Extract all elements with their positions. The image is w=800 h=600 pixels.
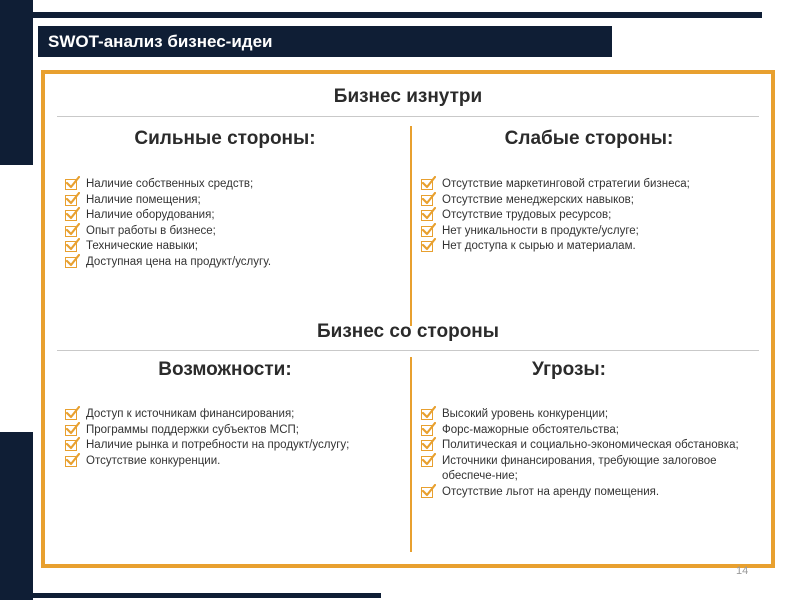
list-item-text: Наличие оборудования; (86, 209, 215, 221)
checkbox-icon (65, 257, 77, 268)
checkbox-icon (421, 210, 433, 221)
list-item-text: Форс-мажорные обстоятельства; (442, 423, 619, 436)
checkbox-icon (421, 226, 433, 237)
checkbox-icon (421, 456, 433, 467)
list-item-text: Опыт работы в бизнесе; (86, 224, 216, 237)
list-item-text: Отсутствие маркетинговой стратегии бизнеса; (442, 178, 690, 190)
left-accent-bar-top (0, 0, 33, 165)
list-item (65, 239, 395, 255)
list-item (421, 239, 751, 255)
list-item (421, 193, 751, 209)
list-item (65, 255, 395, 271)
list-item-text: Политическая и социально-экономическая обстановка; (442, 439, 739, 451)
checkbox-icon (65, 241, 77, 252)
list-item-text: Доступ к источникам финансирования; (86, 408, 295, 420)
inside-heading: Бизнес изнутри (333, 86, 483, 107)
strengths-list (65, 177, 395, 270)
list-item (421, 454, 751, 485)
list-item-text: Источники финансирования, требующие залоговое обеспече-ние; (442, 454, 717, 482)
vertical-divider-bottom (410, 357, 412, 552)
list-item (421, 407, 751, 423)
weaknesses-list (421, 177, 751, 255)
checkbox-icon (65, 440, 77, 451)
list-item-text: Технические навыки; (86, 240, 199, 252)
list-item (65, 177, 395, 193)
list-item-text: Отсутствие трудовых ресурсов; (442, 209, 612, 221)
list-item-text: Отсутствие льгот на аренду помещения. (442, 485, 660, 498)
list-item (421, 485, 751, 501)
slide-title: SWOT-анализ бизнес-идеи (38, 26, 612, 57)
list-item-text: Наличие рынка и потребности на продукт/услугу; (86, 439, 350, 451)
checkbox-icon (65, 210, 77, 221)
page-number: 14 (736, 565, 749, 577)
checkbox-icon (421, 195, 433, 206)
threats-list (421, 407, 751, 500)
checkbox-icon (421, 487, 433, 498)
list-item (65, 423, 395, 439)
top-divider-line (33, 12, 762, 18)
checkbox-icon (421, 179, 433, 190)
outside-heading-divider (57, 350, 759, 351)
list-item (65, 407, 395, 423)
checkbox-icon (421, 409, 433, 420)
checkbox-icon (421, 440, 433, 451)
opportunities-title: Возможности: (158, 359, 292, 380)
list-item (65, 193, 395, 209)
checkbox-icon (421, 241, 433, 252)
list-item-text: Высокий уровень конкуренции; (442, 408, 609, 420)
list-item (421, 177, 751, 193)
swot-frame (41, 70, 775, 568)
checkbox-icon (65, 425, 77, 436)
checkbox-icon (65, 226, 77, 237)
checkbox-icon (65, 195, 77, 206)
list-item-text: Доступная цена на продукт/услугу. (86, 255, 272, 268)
list-item (65, 208, 395, 224)
bottom-divider-line (33, 593, 381, 598)
list-item-text: Нет доступа к сырью и материалам. (442, 240, 636, 252)
list-item-text: Нет уникальности в продукте/услуге; (442, 224, 639, 237)
list-item-text: Отсутствие конкуренции. (86, 454, 221, 467)
list-item (421, 208, 751, 224)
vertical-divider-top (410, 126, 412, 326)
threats-title: Угрозы: (532, 359, 606, 380)
list-item (65, 454, 395, 470)
list-item-text: Наличие собственных средств; (86, 178, 254, 190)
checkbox-icon (65, 456, 77, 467)
list-item (421, 438, 751, 454)
list-item-text: Программы поддержки субъектов МСП; (86, 423, 300, 436)
outside-heading: Бизнес со стороны (316, 321, 499, 342)
list-item (421, 224, 751, 240)
left-accent-bar-bottom (0, 432, 33, 600)
list-item-text: Отсутствие менеджерских навыков; (442, 193, 634, 206)
opportunities-list (65, 407, 395, 469)
checkbox-icon (421, 425, 433, 436)
checkbox-icon (65, 409, 77, 420)
list-item-text: Наличие помещения; (86, 193, 201, 206)
inside-heading-divider (57, 116, 759, 117)
strengths-title: Сильные стороны: (134, 128, 316, 149)
weaknesses-title: Слабые стороны: (504, 128, 674, 149)
list-item (65, 224, 395, 240)
list-item (421, 423, 751, 439)
checkbox-icon (65, 179, 77, 190)
list-item (65, 438, 395, 454)
